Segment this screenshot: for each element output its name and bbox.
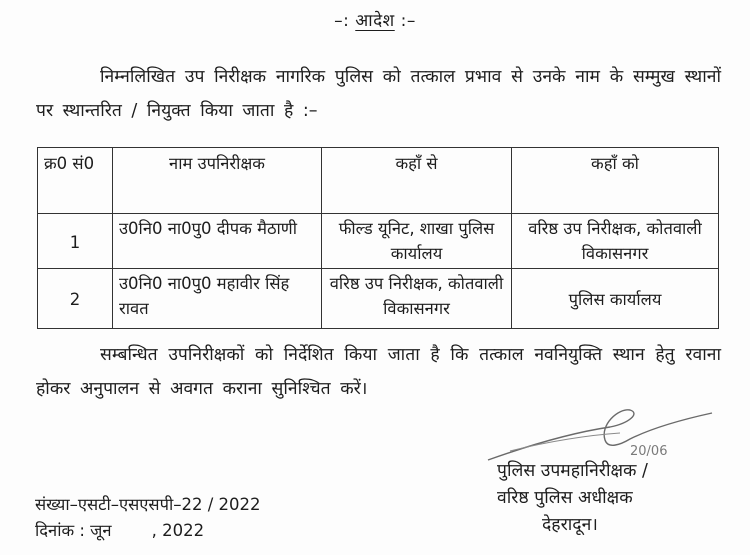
header-officer-name: नाम उपनिरीक्षक <box>113 148 322 214</box>
date-label: दिनांक : जून <box>35 521 112 540</box>
table-header-row <box>38 148 719 214</box>
signatory-designation-1: पुलिस उपमहानिरीक्षक / <box>497 461 648 481</box>
transfer-table <box>37 147 719 329</box>
header-serial-number: क्र0 सं0 <box>38 148 113 214</box>
cell-officer-name: उ0नि0 ना0पु0 महावीर सिंह रावत <box>113 269 322 329</box>
handwritten-signature-icon <box>480 405 720 465</box>
heading-suffix: :– <box>394 11 416 31</box>
signatory-block <box>497 458 648 539</box>
cell-serial-number: 1 <box>38 214 113 269</box>
reference-date <box>35 518 261 544</box>
cell-officer-name: उ0नि0 ना0पु0 दीपक मैठाणी <box>113 214 322 269</box>
instruction-text: सम्बन्धित उपनिरीक्षकों को निर्देशित किया जाता है कि तत्काल नवनियुक्ति स्थान हेतु रवाना होकर अनुपालन से अवगत कराना सुनिश्चित करें। <box>36 345 721 399</box>
signature-date: 20/06 <box>630 444 668 459</box>
reference-number: संख्या–एसटी–एसएसपी–22 / 2022 <box>35 495 261 514</box>
header-to-location: कहाँ को <box>512 148 719 214</box>
cell-serial-number: 2 <box>38 269 113 329</box>
table-row <box>38 214 719 269</box>
cell-from-location: फील्ड यूनिट, शाखा पुलिस कार्यालय <box>322 214 512 269</box>
intro-text: निम्नलिखित उप निरीक्षक नागरिक पुलिस को तत्काल प्रभाव से उनके नाम के सम्मुख स्थानों पर स्थान्तरित / नियुक्त किया जाता है :– <box>36 67 721 121</box>
heading-title: आदेश <box>355 11 395 31</box>
heading-prefix: –: <box>334 11 356 31</box>
date-year: , 2022 <box>151 521 205 540</box>
order-intro-paragraph <box>36 60 721 128</box>
order-heading <box>0 8 750 31</box>
reference-block <box>35 492 261 544</box>
signatory-location: देहरादून। <box>542 515 598 535</box>
header-from-location: कहाँ से <box>322 148 512 214</box>
cell-from-location: वरिष्ठ उप निरीक्षक, कोतवाली विकासनगर <box>322 269 512 329</box>
cell-to-location: वरिष्ठ उप निरीक्षक, कोतवाली विकासनगर <box>512 214 719 269</box>
cell-to-location: पुलिस कार्यालय <box>512 269 719 329</box>
order-instruction-paragraph <box>36 338 721 406</box>
table-row <box>38 269 719 329</box>
signatory-designation-2: वरिष्ठ पुलिस अधीक्षक <box>497 488 633 508</box>
